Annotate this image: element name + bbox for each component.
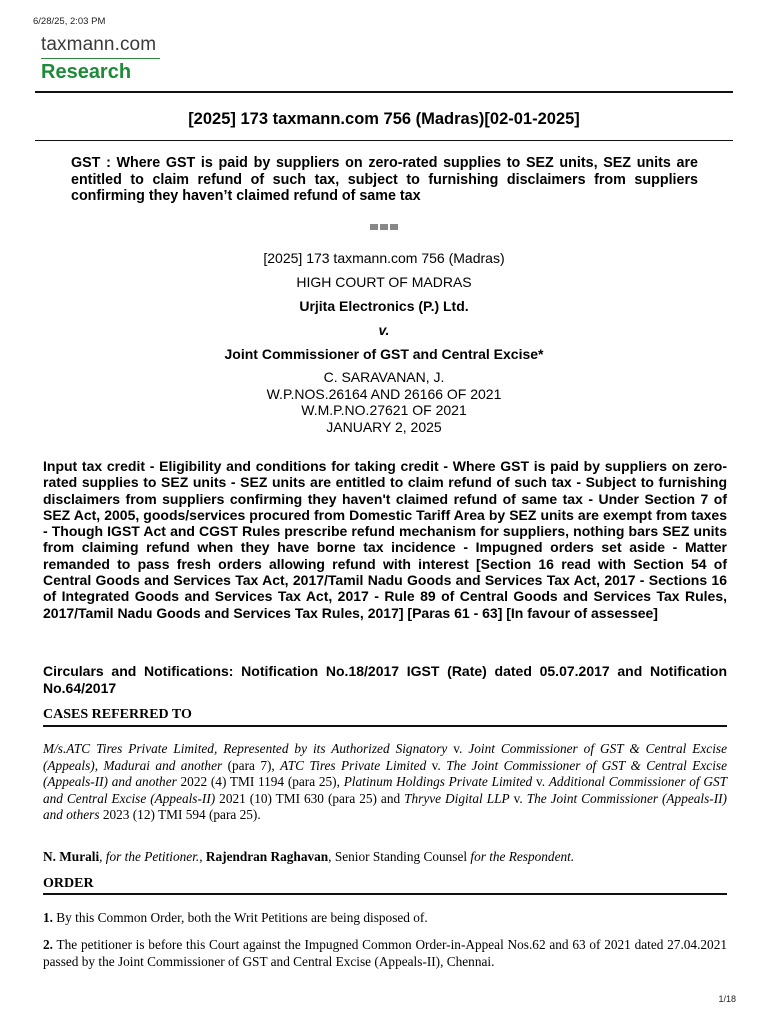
counsel-line bbox=[43, 849, 727, 865]
petitioner-name: Urjita Electronics (P.) Ltd. bbox=[299, 298, 469, 314]
case-party: M/s.ATC Tires Private Limited, Represented by its Authorized Signatory bbox=[43, 741, 448, 756]
headline: GST : Where GST is paid by suppliers on zero-rated supplies to SEZ units, SEZ units are entitled to claim refund of such tax, subject to furnishing disclaimers from suppliers confirming they haven’t claimed refund of same tax bbox=[71, 155, 698, 204]
case-citation-ref: 2021 (10) TMI 630 (para 25) and bbox=[215, 790, 405, 806]
case-versus: v. bbox=[532, 774, 549, 789]
logo-site-name: taxmann.com bbox=[41, 34, 157, 55]
header-rule-bottom bbox=[35, 140, 733, 141]
case-citation: [2025] 173 taxmann.com 756 (Madras) bbox=[263, 250, 505, 266]
catchwords: Input tax credit - Eligibility and conditions for taking credit - Where GST is paid by suppliers on zero-rated supplies to SEZ units - SEZ units are entitled to claim refund of such tax - Subject to furnishing disclaimers from suppliers confirming they haven't claimed refund of same tax - Under Section 7 of SEZ Act, 2005, goods/services procured from Domestic Tariff Area by SEZ units are exempt from taxes - Though IGST Act and CGST Rules prescribe refund mechanism for suppliers, nothing bars SEZ units from claiming refund when they have borne tax incidence - Impugned orders set aside - Matter remanded to pass fresh orders allowing refund with interest [Section 16 read with Section 54 of Central Goods and Services Tax Act, 2017/Tamil Nadu Goods and Services Tax Act, 2017 - Sections 16 of Integrated Goods and Services Tax Act, 2017 - Rule 89 of Central Goods and Services Tax Rules, 2017/Tamil Nadu Goods and Services Tax Rules, 2017] [Paras 61 - 63] [In favour of assessee] bbox=[43, 458, 727, 621]
case-versus: v. bbox=[426, 757, 447, 773]
case-citation-ref: 2022 (4) TMI 1194 (para 25), bbox=[176, 774, 344, 789]
case-party: Thryve Digital LLP bbox=[404, 790, 510, 806]
order-paragraph-1 bbox=[43, 910, 727, 927]
paragraph-text: By this Common Order, both the Writ Petitions are being disposed of. bbox=[52, 910, 428, 925]
separator-icon bbox=[370, 224, 398, 232]
case-citation-ref: 2023 (12) TMI 594 (para 25). bbox=[99, 807, 261, 822]
page-number: 1/18 bbox=[718, 994, 736, 1004]
header-rule-top bbox=[35, 91, 733, 93]
logo-divider bbox=[41, 58, 160, 59]
case-party: Additional Commissioner of GST and Central Excise (Appeals-II) bbox=[43, 774, 728, 806]
versus: v. bbox=[378, 322, 390, 338]
circulars-notifications: Circulars and Notifications: Notification No.18/2017 IGST (Rate) dated 05.07.2017 and Notification No.64/2017 bbox=[43, 663, 727, 696]
case-party: The Joint Commissioner (Appeals-II) and others bbox=[43, 790, 727, 822]
order-heading-rule bbox=[43, 893, 727, 895]
judgment-date: JANUARY 2, 2025 bbox=[326, 418, 442, 435]
order-heading: ORDER bbox=[43, 876, 94, 891]
case-versus: v. bbox=[509, 790, 527, 806]
print-date: 6/28/25, 2:03 PM bbox=[33, 16, 106, 27]
paragraph-number: 1. bbox=[43, 910, 53, 925]
case-party: Joint Commissioner of GST & Central Excise (Appeals), Madurai and another bbox=[43, 741, 727, 773]
paragraph-number: 2. bbox=[43, 937, 53, 952]
case-versus: v. bbox=[447, 741, 469, 756]
case-citation-ref: (para 7), bbox=[222, 757, 281, 773]
case-party: The Joint Commissioner of GST & Central Excise (Appeals-II) and another bbox=[43, 757, 727, 789]
counsel-respondent-desc: , Senior Standing Counsel bbox=[328, 849, 471, 864]
wmp-number: W.M.P.NO.27621 OF 2021 bbox=[301, 402, 467, 418]
cases-referred-list bbox=[43, 741, 727, 824]
paragraph-text: The petitioner is before this Court against the Impugned Common Order-in-Appeal Nos.62 and 63 of 2021 dated 27.04.2021 passed by the Joint Commissioner of GST and Central Excise (Appeals-II), Chennai. bbox=[43, 937, 727, 969]
case-party: ATC Tires Private Limited bbox=[280, 757, 427, 773]
respondent-name: Joint Commissioner of GST and Central Excise* bbox=[224, 346, 544, 362]
counsel-petitioner-role: , for the Petitioner., bbox=[99, 849, 203, 864]
cases-heading-rule bbox=[43, 725, 727, 727]
counsel-petitioner-name: N. Murali bbox=[43, 849, 100, 864]
order-paragraph-2 bbox=[43, 937, 727, 970]
counsel-respondent-name: Rajendran Raghavan bbox=[205, 849, 329, 864]
logo-research: Research bbox=[41, 61, 132, 83]
writ-petition-numbers: W.P.NOS.26164 AND 26166 OF 2021 bbox=[266, 385, 502, 402]
cases-referred-heading: CASES REFERRED TO bbox=[43, 707, 192, 722]
counsel-respondent-role: for the Respondent. bbox=[470, 849, 575, 864]
judge-name: C. SARAVANAN, J. bbox=[323, 369, 445, 385]
court-name: HIGH COURT OF MADRAS bbox=[296, 274, 472, 290]
case-party: Platinum Holdings Private Limited bbox=[343, 774, 533, 789]
bench-details bbox=[35, 369, 733, 435]
citation-header: [2025] 173 taxmann.com 756 (Madras)[02-01-2025] bbox=[188, 110, 580, 128]
